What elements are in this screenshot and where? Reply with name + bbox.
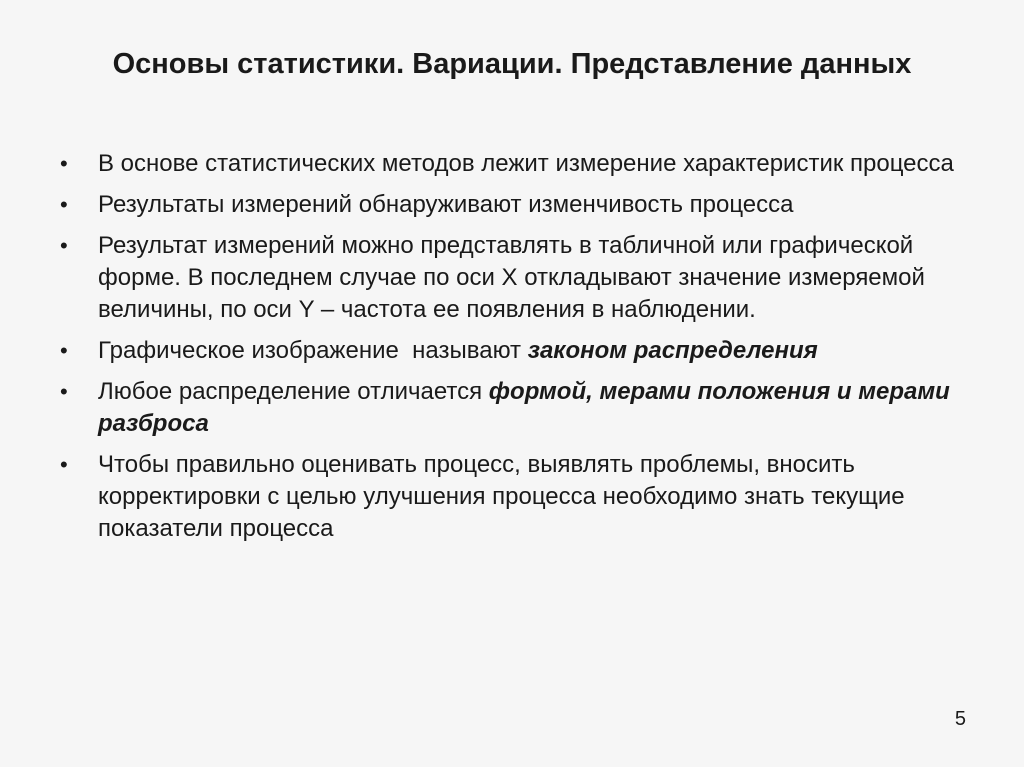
- bullet-marker: •: [60, 233, 68, 258]
- bullet-item: [56, 189, 986, 221]
- bullet-item: [56, 230, 986, 326]
- bullet-item: [56, 449, 986, 545]
- bullet-item: [56, 376, 986, 440]
- bullet-marker: •: [60, 452, 68, 477]
- bullet-item: [56, 335, 986, 367]
- bullet-list: [56, 148, 986, 554]
- bullet-text: Любое распределение отличается: [98, 378, 489, 405]
- bullet-text: Результаты измерений обнаруживают изменчивость процесса: [98, 191, 794, 218]
- bullet-marker: •: [60, 192, 68, 217]
- bullet-text: Графическое изображение называют: [98, 337, 528, 364]
- slide-title: Основы статистики. Вариации. Представление данных: [112, 48, 912, 80]
- bullet-marker: •: [60, 379, 68, 404]
- bullet-emphasis: законом распределения: [527, 337, 818, 364]
- page-number: 5: [954, 708, 966, 730]
- bullet-item: [56, 148, 986, 180]
- bullet-emphasis: формой, мерами положения и мерами разброса: [98, 378, 950, 437]
- bullet-text: Результат измерений можно представлять в табличной или графической форме. В последнем случае по оси X откладывают значение измеряемой величины, по оси Y – частота ее появления в наблюдении.: [98, 232, 925, 323]
- bullet-text: В основе статистических методов лежит измерение характеристик процесса: [98, 150, 954, 177]
- bullet-text: Чтобы правильно оценивать процесс, выявлять проблемы, вносить корректировки с целью улучшения процесса необходимо знать текущие показатели процесса: [98, 451, 905, 542]
- bullet-marker: •: [60, 151, 68, 176]
- bullet-marker: •: [60, 338, 68, 363]
